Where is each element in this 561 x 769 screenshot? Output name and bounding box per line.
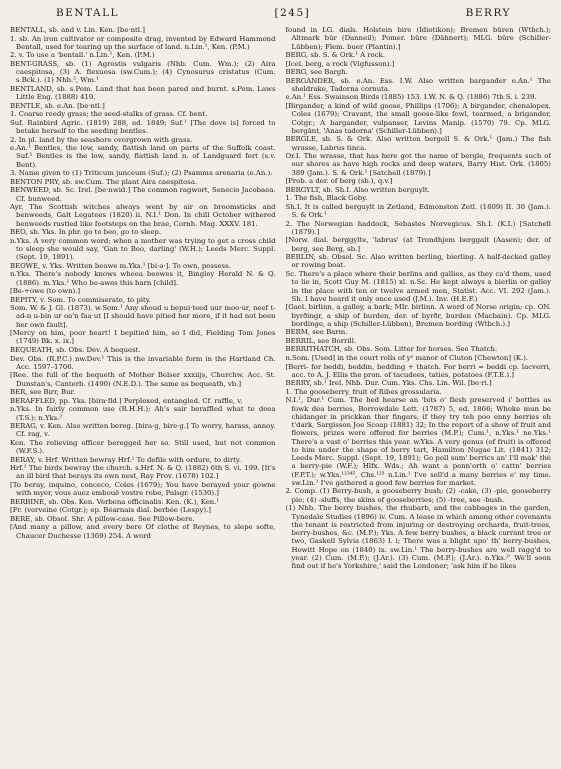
entry-paragraph: e.An.¹ Bentles, the low, sandy, flattish land on parts of the Suffolk coast. Suf.¹ Bentles is the low, sandy, flattish land n. of Landguard fort (s.v. Bent).: [10, 144, 276, 169]
entry-paragraph: Sh.I. It is called berguylt in Zetland, Edmonston Zetl. (1809) II. 30 (Jam.). S. & Ork.¹: [285, 202, 551, 220]
entry-paragraph: 2. In pl. land by the seashore overgrown with grass.: [10, 135, 193, 144]
dictionary-entry: BEOWE, v. Yks. Written beawe m.Yks.¹ [bi·ǝ·]. To own, possess.: [10, 261, 231, 270]
entry-paragraph: 1. The gooseberry, fruit of Ribes grossularia.: [285, 387, 442, 396]
entry-paragraph: [Be-+owe (to own).]: [10, 287, 81, 296]
entry-paragraph: [Mercy on him, poor heart! I bepitied him, so I did, Fielding Tom Jones (1749) Bk. x. ix.]: [10, 329, 276, 346]
left-column: [10, 26, 276, 766]
entry-paragraph: Ayr. The Scottish witches always went by air on broomsticks and benweeds, Galt Legatees (1820) ii. N.I.¹ Don. In chill October withered benweeds rustled like footsteps on the brae, Cornh. Mag. XXXV. 181.: [10, 203, 276, 228]
dictionary-entry: BERLIN, sb. Obsol. Sc. Also written berling, bierling. A half-decked galley or rowing boat.: [285, 253, 551, 270]
dictionary-entry: BERE, sb. Obsol. Shr. A pillow-case. See Pillow-bere.: [10, 514, 195, 523]
entry-paragraph: 3. Name given to (1) Triticum junceum (Suf.); (2) Psamma arenaria (e.An.).: [10, 169, 273, 178]
entry-paragraph: (1) Nhb. The berry bushes, the rhubarb, and the cabbages in the garden, Tynedale Studies (1896) iv. Cum. A lease in which among other covenants the tenant is restricted from injuring or destroying orchards, fruit-trees, berry-bushes, &c. (M.P.); Yks. A few berry bushes, a black currant tree or two, Gaskell Sylvia (1863) I. i; There was a blight upo' th' berry-bushes, Howitt Hope on (1840) ix. sw.Lin.¹ The berry-bushes are well ragg'd to year. (2) Cum. (M.P.); (J.Ar.). (3) Cum. (M.P.); (J.Ar.). n.Yks.²ʹ We'll soon find out if he's Yorkshire,' said the Londoner; 'ask him if he likes: [285, 504, 551, 571]
entry-paragraph: e.An.¹ Ess. Swainson Birds (1885) 153. I.W. N. & Q. (1886) 7th S. i. 239.: [285, 93, 537, 102]
entry-paragraph: 1. Coarse reedy grass; the seed-stalks of grass. Cf. bent.: [10, 110, 208, 119]
entry-paragraph: [And many a pillow, and every bere Of clothe of Reynes, to slepe softe, Chaucer Duchesse (1369) 254. A word: [10, 523, 276, 540]
entry-paragraph: [Icel. berg, a rock (Vigfusson).]: [285, 59, 395, 68]
text-columns: [10, 26, 551, 766]
dictionary-entry: BERRY, sb.¹ Irel. Nhb. Dur. Cum. Yks. Chs. Lin. Wil. [be·ri.]: [285, 379, 492, 388]
dictionary-entry: BERGLE, sb. S. & Ork. Also written bergell S. & Ork.¹ (Jam.) The fish wrasse, Labrus tinca.: [285, 135, 551, 152]
entry-paragraph: n.Som. [Used] in the court rolls of yᵉ manor of Cluton [Chewton] (K.).: [285, 353, 529, 362]
entry-paragraph: [Ree. the full of the bequeth of Mother Belser xxxiijs, Churchw. Acc. St. Dunstan's, Canterb. (1490) (N.E.D.). The same as bequeath, vb.]: [10, 371, 276, 388]
dictionary-entry: BENTON PRY, sb. sw.Cum. The plant Aira caespitosa.: [10, 177, 198, 186]
dictionary-entry: BENWEED, sb. Sc. Irel. [be·nwid.] The common ragwort, Senecio Jacobaea. Cf. bunweed.: [10, 186, 276, 203]
entry-paragraph: Dev. Obs. (R.P.C.) nw.Dev.¹ This is the invariable form in the Hartland Ch. Acc. 1597–1706.: [10, 354, 276, 371]
dictionary-entry: BENTALL, sb. and v. Lin. Ken. [be·ntl.]: [10, 26, 145, 34]
entry-paragraph: n.Yks. A very common word; when a mother was trying to get a cross child to sleep she would say, 'Gan to Beo, darling' (W.H.); Leeds Merc. Suppl. (Sept. 19, 1891).: [10, 236, 276, 262]
dictionary-entry: BERRITHATCH, sb. Obs. Som. Litter for horses. See Thatch.: [285, 345, 498, 354]
dictionary-entry: BENTLE, sb. e.An. [be·ntl.]: [10, 101, 105, 110]
entry-paragraph: [Prob. a der. of berg (sb.), q.v.]: [285, 177, 393, 186]
dictionary-entry: BEPITY, v. Som. To commiserate, to pity.: [10, 295, 151, 304]
dictionary-entry: BEQUEATH, sb. Obs. Dev. A bequest.: [10, 346, 141, 355]
entry-paragraph: found in LG. dials. Holstein bire (Idiotikon); Bremen büren (Wtbch.); Altmark bür (Danneil); Pomer. büre (Dähnert); MLG. büre (Schiller-Lübben); Flem. buer (Plantin).]: [285, 26, 551, 51]
dictionary-entry: BENT-GRASS, sb. (1) Agrostis vulgaris (Nhb. Cum. Wm.); (2) Aira caespitosa, (3) A. flexuosa (sw.Cum.); (4) Cynosurus cristatus (Cum. s.Bck.). (1) Nhb.², Wm.¹: [10, 59, 276, 85]
dictionary-entry: BERAG, v. Ken. Also written bereg. [bira·g, bire·g.] To worry, harass, annoy. Cf. rag, v.: [10, 422, 276, 439]
header-left-headword: BENTALL: [56, 7, 120, 19]
entry-paragraph: 2. Comp. (1) Berry-bush, a gooseberry bush; (2) -cake, (3) -pie, gooseberry pie; (4) -sluffs, the skins of gooseberries; (5) -tree, see -bush.: [285, 487, 551, 504]
entry-paragraph: [Norw. dial. berggylte, 'labrus' (at Trondhjem berggalt (Aasen); der. of berg, see Berg, sb.]: [285, 236, 551, 253]
entry-paragraph: Suf. Rainbird Agric. (1819) 288, ed. 1849; Suf.¹ [The dove is] forced to betake herself to the seeding bentles.: [10, 118, 276, 136]
entry-paragraph: [Fr. (verveine (Cotgr.); ep. Béarnais dial. berbée (Lespy).]: [10, 506, 211, 515]
dictionary-entry: BERAFFLED, pp. Yks. [bira·fld.] Perplexed, entangled. Cf. raffle, v.: [10, 396, 243, 405]
dictionary-entry: BERG, sb. S. & Ork.¹ A rock.: [285, 51, 386, 60]
dictionary-entry: BER, see Birr, Bur.: [10, 388, 76, 397]
entry-paragraph: [Birgander, a kind of wild goose, Phillips (1706); A birgander, chenalopex, Coles (1679); Cravant, the small goose-like fowl, tearmed, a brigander, Cotgr.; A bargander, vulpanser, Levins Manip. (1570) 79. Cp. MLG. bergānt, 'Anas tadorna' (Schiller-Lübben).]: [285, 102, 551, 135]
entry-paragraph: 1. sb. An iron cultivator or composite drag, invented by Edward Hammond Bentall, used for tearing up the surface of land. n.Lin.¹, Ken. (P.M.): [10, 34, 276, 51]
entry-paragraph: [To beray, inquino, conceco, Coles (1679); You have berayed your gowne with myer, vous auez embouë vostre robe, Palsgr. (1530).]: [10, 481, 276, 498]
entry-paragraph: Hrf.¹ The birds bewray the church. s.Hrf. N. & Q. (1882) 6th S. vi. 199. [It's an ill bird that berays its own nest, Ray Prov. (1678) 102.]: [10, 464, 276, 481]
dictionary-entry: BERM, see Barm.: [285, 328, 348, 337]
page-number: [245]: [274, 7, 311, 19]
entry-paragraph: [Berri- for beddi, beddin, bedding + thatch. For berri = beddi cp. lacverri, acc. to A. J. Ellis the pron. of tacudees, taties, potatoes (F.T.E.).]: [285, 362, 551, 379]
dictionary-entry: BEO, sb. Yks. In phr. go to beo, go to sleep.: [10, 228, 162, 237]
entry-paragraph: N.I.¹, Dur.¹ Cum. The bed hearse an 'bits o' flesh preserved i' bottles as fowk dea berries, Borrowdale Lett. (1787) 5, ed. 1866; Whoke mun be chidanger in prickkan ther fingers, if they try teh poo enny berries eh t'dark, Sargisson Joe Scoap (1881) 32; In the report of a show of fruit and flowers, prizes were offered for berries (M.P.); Cum.¹, n.Yks.¹ ne.Yks.¹ There's a vast o' berries this year. w.Yks. A very genus (of fruit) is offered to him under the shape of berry tart, Hamilton Nugae Lit. (1841) 312; Leeds Merc. Suppl. (Sept. 19, 1891); Go poll sum' berrics an' I'll mak' thė a berry-pie (W.F.); Hlfx. Wds.; Ah want a penn'orth o' cattn' berries (F.P.T.); w.Yks.¹²³⁴⁵, Chs.¹²³ n.Lin.¹ I've sell'd a many berries e' my time. sw.Lin.¹ I've gathered a good few berries for market.: [285, 396, 551, 487]
dictionary-entry: BERAY, v. Hrf. Written bewray Hrf.¹ To defile with ordure, to dirty.: [10, 455, 242, 464]
dictionary-entry: BERGYLT, sb. Sh.I. Also written berguylt.: [285, 185, 430, 194]
dictionary-entry: BERRIL, see Borrill.: [285, 336, 357, 345]
dictionary-entry: BERGANDER, sb. e.An. Ess. I.W. Also written barganđer e.An.¹ The sheldrake, Tadorna cornuta.: [285, 76, 551, 93]
entry-paragraph: Or.I. The wrasse, that has here got the name of bergle, frequents such of our shores as have high rocks and deep waters, Barry Hist. Ork. (1805) 389 (Jam.). S. & Ork.¹ [Satchell (1879).]: [285, 152, 551, 177]
header-right-headword: BERRY: [465, 7, 511, 19]
dictionary-entry: BERG, see Bargh.: [285, 68, 348, 77]
entry-paragraph: Sc. There's a place where their berlins and gallies, as they ca'd them, used to lie in, Scott Guy M. (1815) xl. n.Sc. He kept always a bierlin or galley in the place with ten or twelve armed men, Statist. Acc. VI. 292 (Jam.). Sh. I have heard it only once used (J.M.). Inv. (H.E.F.): [285, 270, 551, 303]
entry-paragraph: Som. W. & J. Gl. (1873). w.Som.¹ Any shoud u bepui·teed uur moo·ur, neef t-ad-n u-bin ur oa'n faa·ut [I should have pitied her more, if it had not been her own fault].: [10, 304, 276, 329]
entry-paragraph: Ken. The relieving officer beregged her so. Still used, but not common (W.F.S.).: [10, 438, 276, 456]
entry-paragraph: [Gael. birlinn, a galley, a bark; MIr. birlinn. A word of Norse origin; cp. ON. byrðingr, a ship of burden, der. of byrðr, burden (Macbain). Cp. MLG. bordinge, a ship (Schiller-Lübben), Bremen bording (Wtbch.).]: [285, 303, 551, 328]
dictionary-entry: BERBINE, sb. Obs. Ken. Verbena officinalis. Ken. (K.), Ken.¹: [10, 497, 220, 506]
entry-paragraph: n.Yks. In fairly common use (R.H.H.); Ah's sair beraffled what te deea (T.S.); n.Yks.²: [10, 405, 276, 422]
entry-paragraph: 2. v. To use a 'bentall.' n.Lin.¹, Ken. (P.M.): [10, 51, 155, 60]
right-column: [286, 26, 552, 766]
running-header: [10, 4, 551, 22]
dictionary-entry: BENTLAND, sb. s.Pem. Land that has been pared and burnt. s.Pem. Laws Little Eng. (1888) 419.: [10, 84, 276, 102]
entry-paragraph: n.Yks. There's nobody knows wheea beowes it, Bingley Herald N. & Q. (1886). m.Yks.¹ Who be-awes this barn [child].: [10, 270, 276, 287]
entry-paragraph: 1. The fish, Black Goby.: [285, 194, 368, 203]
entry-paragraph: 2. The Norwegian haddock, Sebastes Norvegicus. Sh.I. (K.I.) [Satchell (1879).]: [285, 219, 551, 236]
